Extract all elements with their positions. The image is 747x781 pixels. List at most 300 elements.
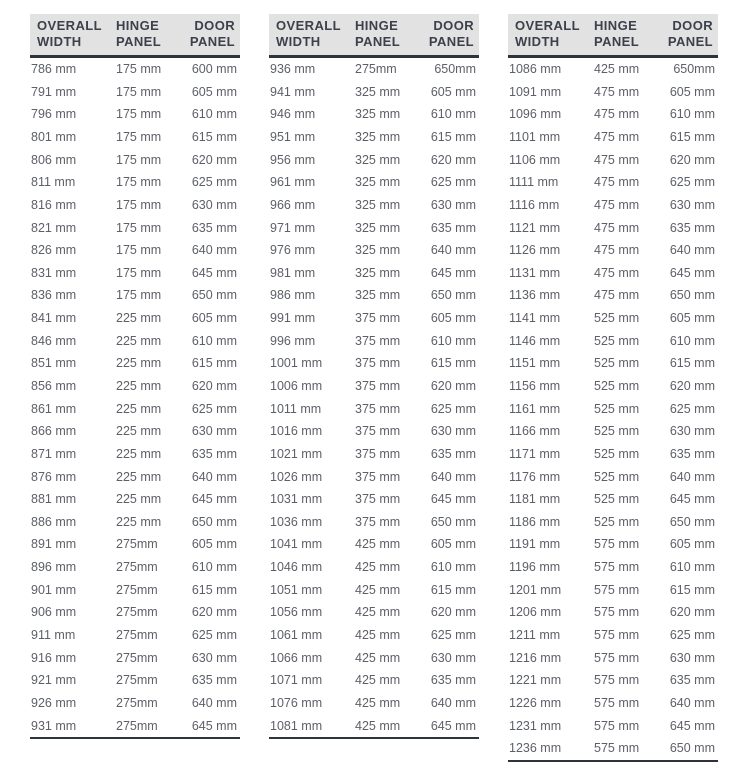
cell-door-panel: 650 mm [430, 514, 476, 529]
cell-overall-width: 796 mm [31, 107, 77, 122]
cell-door-panel: 615 mm [191, 129, 237, 144]
cell-door-panel: 640 mm [430, 243, 476, 258]
cell-hinge-panel: 475 mm [594, 107, 640, 122]
cell-hinge-panel: 325 mm [355, 175, 401, 190]
cell-door-panel: 650 mm [191, 514, 237, 529]
table-row [508, 669, 718, 692]
cell-overall-width: 921 mm [31, 673, 77, 688]
cell-hinge-panel: 225 mm [116, 311, 162, 326]
cell-door-panel: 620 mm [669, 152, 715, 167]
size-table-middle [269, 14, 479, 762]
cell-door-panel: 625 mm [430, 401, 476, 416]
cell-door-panel: 635 mm [669, 673, 715, 688]
table-row [269, 714, 479, 737]
cell-overall-width: 911 mm [31, 628, 76, 643]
column-header-overall-width: OVERALL WIDTH [515, 18, 580, 49]
cell-hinge-panel: 425 mm [355, 537, 401, 552]
cell-hinge-panel: 575 mm [594, 537, 640, 552]
cell-overall-width: 1211 mm [509, 628, 561, 643]
cell-hinge-panel: 475 mm [594, 84, 640, 99]
table-row [508, 352, 718, 375]
cell-door-panel: 650mm [434, 62, 476, 77]
cell-door-panel: 625 mm [191, 175, 237, 190]
cell-hinge-panel: 175 mm [116, 265, 162, 280]
table-row [269, 194, 479, 217]
cell-hinge-panel: 375 mm [355, 469, 401, 484]
cell-door-panel: 635 mm [430, 220, 476, 235]
table-row [269, 284, 479, 307]
table-row [508, 261, 718, 284]
cell-overall-width: 1146 mm [509, 333, 561, 348]
cell-overall-width: 1236 mm [509, 741, 562, 756]
cell-hinge-panel: 375 mm [355, 446, 401, 461]
cell-hinge-panel: 175 mm [116, 129, 162, 144]
cell-hinge-panel: 575 mm [594, 673, 640, 688]
table-row [30, 239, 240, 262]
column-header-hinge-panel: HINGE PANEL [116, 18, 162, 49]
cell-hinge-panel: 425 mm [355, 560, 401, 575]
cell-door-panel: 630 mm [669, 197, 715, 212]
cell-hinge-panel: 525 mm [594, 379, 640, 393]
cell-overall-width: 1131 mm [509, 265, 561, 280]
cell-hinge-panel: 475 mm [594, 197, 640, 212]
cell-overall-width: 1001 mm [270, 356, 323, 371]
table-row [30, 465, 240, 488]
cell-overall-width: 841 mm [31, 311, 77, 326]
table-body [508, 58, 718, 762]
table-row [508, 58, 718, 81]
column-header-door-panel: DOOR PANEL [667, 18, 713, 49]
cell-door-panel: 610 mm [669, 107, 715, 122]
cell-overall-width: 836 mm [31, 288, 77, 303]
cell-hinge-panel: 525 mm [594, 311, 640, 326]
table-row [269, 533, 479, 556]
cell-door-panel: 630 mm [669, 650, 715, 665]
cell-overall-width: 926 mm [31, 695, 77, 710]
cell-hinge-panel: 275mm [116, 695, 158, 710]
cell-overall-width: 806 mm [31, 152, 77, 167]
table-row [30, 578, 240, 601]
cell-hinge-panel: 375 mm [355, 492, 401, 507]
table-row [30, 261, 240, 284]
cell-door-panel: 650 mm [669, 514, 715, 529]
cell-door-panel: 640 mm [191, 469, 237, 484]
table-row [30, 488, 240, 511]
cell-overall-width: 1071 mm [270, 673, 323, 688]
cell-hinge-panel: 325 mm [355, 288, 401, 303]
cell-hinge-panel: 375 mm [355, 333, 401, 348]
cell-door-panel: 645 mm [430, 718, 476, 733]
cell-overall-width: 1081 mm [270, 718, 323, 733]
cell-hinge-panel: 225 mm [116, 401, 162, 416]
cell-hinge-panel: 575 mm [594, 560, 640, 575]
cell-hinge-panel: 275mm [116, 673, 158, 688]
cell-overall-width: 896 mm [31, 560, 77, 575]
table-row [508, 216, 718, 239]
cell-door-panel: 605 mm [669, 84, 715, 99]
table-row [30, 307, 240, 330]
cell-overall-width: 901 mm [31, 582, 77, 597]
cell-hinge-panel: 175 mm [116, 220, 162, 235]
cell-hinge-panel: 475 mm [594, 175, 640, 190]
cell-overall-width: 1106 mm [509, 152, 561, 167]
cell-hinge-panel: 575 mm [594, 605, 640, 620]
table-body [30, 58, 240, 739]
table-row [269, 171, 479, 194]
cell-door-panel: 645 mm [430, 265, 476, 280]
cell-door-panel: 650 mm [669, 741, 715, 756]
cell-door-panel: 650 mm [669, 288, 715, 303]
cell-overall-width: 1196 mm [509, 560, 561, 575]
cell-hinge-panel: 175 mm [116, 62, 162, 77]
cell-overall-width: 891 mm [31, 537, 77, 552]
table-row [269, 556, 479, 579]
cell-door-panel: 605 mm [191, 537, 237, 552]
cell-hinge-panel: 425 mm [355, 650, 401, 665]
table-row [30, 58, 240, 81]
cell-overall-width: 981 mm [270, 265, 316, 280]
column-header-hinge-panel: HINGE PANEL [355, 18, 401, 49]
cell-overall-width: 1026 mm [270, 469, 323, 484]
table-row [30, 420, 240, 443]
cell-overall-width: 856 mm [31, 379, 77, 393]
cell-overall-width: 826 mm [31, 243, 77, 258]
table-row [508, 420, 718, 443]
cell-door-panel: 630 mm [430, 650, 476, 665]
table-row [269, 261, 479, 284]
cell-door-panel: 650mm [673, 62, 715, 77]
cell-hinge-panel: 425 mm [355, 582, 401, 597]
table-row [508, 737, 718, 760]
table-row [30, 126, 240, 149]
table-header [508, 14, 718, 58]
cell-overall-width: 951 mm [270, 129, 316, 144]
table-row [30, 148, 240, 171]
cell-hinge-panel: 525 mm [594, 401, 640, 416]
cell-hinge-panel: 425 mm [355, 628, 401, 643]
table-row [30, 103, 240, 126]
cell-door-panel: 625 mm [430, 628, 476, 643]
cell-overall-width: 791 mm [31, 84, 77, 99]
cell-overall-width: 1076 mm [270, 695, 323, 710]
cell-door-panel: 635 mm [191, 220, 237, 235]
table-row [508, 578, 718, 601]
cell-hinge-panel: 275mm [116, 628, 158, 643]
cell-overall-width: 961 mm [270, 175, 316, 190]
table-header [30, 14, 240, 58]
cell-door-panel: 630 mm [191, 424, 237, 439]
cell-overall-width: 886 mm [31, 514, 77, 529]
cell-overall-width: 821 mm [31, 220, 77, 235]
cell-overall-width: 1216 mm [509, 650, 562, 665]
table-row [508, 194, 718, 217]
cell-hinge-panel: 225 mm [116, 333, 162, 348]
cell-door-panel: 615 mm [669, 582, 715, 597]
cell-hinge-panel: 225 mm [116, 379, 162, 393]
cell-overall-width: 1086 mm [509, 62, 562, 77]
table-row [508, 443, 718, 466]
cell-hinge-panel: 425 mm [355, 605, 401, 620]
cell-door-panel: 605 mm [191, 311, 237, 326]
cell-overall-width: 946 mm [270, 107, 316, 122]
cell-door-panel: 625 mm [191, 628, 237, 643]
cell-hinge-panel: 275mm [355, 62, 397, 77]
table-row [30, 80, 240, 103]
cell-hinge-panel: 475 mm [594, 265, 640, 280]
table-row [269, 126, 479, 149]
cell-door-panel: 615 mm [430, 356, 476, 371]
cell-hinge-panel: 175 mm [116, 84, 162, 99]
cell-hinge-panel: 275mm [116, 582, 158, 597]
cell-hinge-panel: 525 mm [594, 446, 640, 461]
table-row [30, 397, 240, 420]
table-row [269, 488, 479, 511]
column-header-door-panel: DOOR PANEL [428, 18, 474, 49]
cell-overall-width: 1091 mm [509, 84, 562, 99]
table-row [508, 692, 718, 715]
cell-hinge-panel: 225 mm [116, 356, 162, 371]
cell-hinge-panel: 275mm [116, 718, 158, 733]
table-row [508, 646, 718, 669]
cell-door-panel: 635 mm [430, 673, 476, 688]
cell-door-panel: 625 mm [669, 628, 715, 643]
cell-overall-width: 966 mm [270, 197, 316, 212]
cell-overall-width: 971 mm [270, 220, 316, 235]
cell-door-panel: 645 mm [191, 718, 237, 733]
cell-overall-width: 846 mm [31, 333, 77, 348]
cell-door-panel: 625 mm [430, 175, 476, 190]
cell-overall-width: 1191 mm [509, 537, 561, 552]
cell-hinge-panel: 575 mm [594, 582, 640, 597]
cell-hinge-panel: 525 mm [594, 492, 640, 507]
table-row [508, 126, 718, 149]
cell-hinge-panel: 325 mm [355, 107, 401, 122]
table-row [269, 103, 479, 126]
cell-door-panel: 620 mm [669, 605, 715, 620]
table-row [508, 171, 718, 194]
table-row [269, 669, 479, 692]
cell-door-panel: 605 mm [191, 84, 237, 99]
cell-overall-width: 1121 mm [509, 220, 561, 235]
cell-door-panel: 640 mm [191, 695, 237, 710]
cell-door-panel: 645 mm [191, 492, 237, 507]
cell-overall-width: 1046 mm [270, 560, 323, 575]
cell-hinge-panel: 225 mm [116, 424, 162, 439]
cell-door-panel: 615 mm [191, 356, 237, 371]
cell-door-panel: 610 mm [191, 560, 237, 575]
cell-door-panel: 640 mm [430, 695, 476, 710]
cell-overall-width: 871 mm [31, 446, 77, 461]
cell-door-panel: 620 mm [191, 379, 237, 393]
table-row [30, 601, 240, 624]
cell-hinge-panel: 325 mm [355, 220, 401, 235]
cell-overall-width: 1066 mm [270, 650, 323, 665]
cell-overall-width: 936 mm [270, 62, 316, 77]
cell-overall-width: 941 mm [270, 84, 316, 99]
cell-door-panel: 615 mm [430, 582, 476, 597]
cell-door-panel: 615 mm [669, 356, 715, 371]
cell-hinge-panel: 425 mm [355, 673, 401, 688]
cell-hinge-panel: 525 mm [594, 424, 640, 439]
cell-hinge-panel: 425 mm [594, 62, 640, 77]
cell-hinge-panel: 575 mm [594, 741, 640, 756]
cell-door-panel: 645 mm [669, 265, 715, 280]
size-table-left [30, 14, 240, 762]
cell-overall-width: 1136 mm [509, 288, 561, 303]
cell-hinge-panel: 325 mm [355, 129, 401, 144]
cell-door-panel: 620 mm [191, 605, 237, 620]
cell-door-panel: 610 mm [669, 333, 715, 348]
table-row [269, 80, 479, 103]
cell-hinge-panel: 175 mm [116, 288, 162, 303]
cell-door-panel: 610 mm [430, 560, 476, 575]
cell-overall-width: 906 mm [31, 605, 77, 620]
cell-hinge-panel: 175 mm [116, 107, 162, 122]
cell-hinge-panel: 275mm [116, 560, 158, 575]
cell-hinge-panel: 475 mm [594, 288, 640, 303]
cell-hinge-panel: 525 mm [594, 514, 640, 529]
cell-door-panel: 620 mm [191, 152, 237, 167]
cell-hinge-panel: 475 mm [594, 220, 640, 235]
cell-overall-width: 956 mm [270, 152, 316, 167]
cell-overall-width: 1006 mm [270, 379, 323, 393]
table-row [30, 692, 240, 715]
cell-overall-width: 1061 mm [270, 628, 323, 643]
cell-overall-width: 1166 mm [509, 424, 561, 439]
column-header-door-panel: DOOR PANEL [189, 18, 235, 49]
cell-hinge-panel: 275mm [116, 650, 158, 665]
cell-door-panel: 635 mm [191, 446, 237, 461]
cell-overall-width: 916 mm [31, 650, 77, 665]
cell-hinge-panel: 475 mm [594, 152, 640, 167]
table-body [269, 58, 479, 739]
cell-door-panel: 620 mm [430, 379, 476, 393]
table-row [30, 714, 240, 737]
table-row [269, 624, 479, 647]
table-row [508, 624, 718, 647]
cell-door-panel: 640 mm [669, 469, 715, 484]
cell-door-panel: 635 mm [669, 446, 715, 461]
cell-overall-width: 811 mm [31, 175, 76, 190]
cell-door-panel: 635 mm [191, 673, 237, 688]
cell-door-panel: 620 mm [430, 605, 476, 620]
table-row [30, 511, 240, 534]
table-row [30, 352, 240, 375]
table-row [269, 578, 479, 601]
cell-door-panel: 625 mm [669, 401, 715, 416]
cell-hinge-panel: 575 mm [594, 628, 640, 643]
cell-door-panel: 630 mm [430, 197, 476, 212]
cell-hinge-panel: 325 mm [355, 84, 401, 99]
cell-door-panel: 650 mm [191, 288, 237, 303]
cell-hinge-panel: 375 mm [355, 379, 401, 393]
cell-overall-width: 816 mm [31, 197, 77, 212]
cell-hinge-panel: 575 mm [594, 695, 640, 710]
table-row [508, 465, 718, 488]
cell-overall-width: 876 mm [31, 469, 77, 484]
cell-overall-width: 1051 mm [270, 582, 323, 597]
cell-overall-width: 1186 mm [509, 514, 561, 529]
cell-overall-width: 1201 mm [509, 582, 562, 597]
cell-hinge-panel: 275mm [116, 605, 158, 620]
table-row [269, 352, 479, 375]
cell-overall-width: 1016 mm [270, 424, 323, 439]
cell-door-panel: 645 mm [669, 718, 715, 733]
cell-hinge-panel: 175 mm [116, 197, 162, 212]
table-row [30, 171, 240, 194]
cell-door-panel: 605 mm [669, 311, 715, 326]
table-row [269, 375, 479, 398]
cell-hinge-panel: 375 mm [355, 424, 401, 439]
table-row [269, 307, 479, 330]
table-row [508, 488, 718, 511]
table-row [508, 375, 718, 398]
cell-overall-width: 976 mm [270, 243, 316, 258]
table-row [269, 692, 479, 715]
cell-door-panel: 630 mm [191, 650, 237, 665]
cell-overall-width: 1031 mm [270, 492, 323, 507]
cell-hinge-panel: 525 mm [594, 469, 640, 484]
cell-overall-width: 1151 mm [509, 356, 561, 371]
table-row [508, 397, 718, 420]
cell-hinge-panel: 275mm [116, 537, 158, 552]
table-row [508, 601, 718, 624]
cell-door-panel: 630 mm [191, 197, 237, 212]
cell-door-panel: 645 mm [430, 492, 476, 507]
table-row [269, 239, 479, 262]
cell-overall-width: 1011 mm [270, 401, 322, 416]
cell-hinge-panel: 225 mm [116, 446, 162, 461]
cell-hinge-panel: 325 mm [355, 265, 401, 280]
cell-overall-width: 1111 mm [509, 175, 559, 190]
cell-overall-width: 1126 mm [509, 243, 561, 258]
size-table-right [508, 14, 718, 762]
cell-hinge-panel: 525 mm [594, 333, 640, 348]
cell-overall-width: 1141 mm [509, 311, 561, 326]
cell-door-panel: 620 mm [669, 379, 715, 393]
cell-door-panel: 615 mm [669, 129, 715, 144]
table-row [508, 80, 718, 103]
table-row [269, 216, 479, 239]
cell-hinge-panel: 575 mm [594, 650, 640, 665]
cell-door-panel: 605 mm [430, 84, 476, 99]
cell-overall-width: 1171 mm [509, 446, 561, 461]
cell-overall-width: 1176 mm [509, 469, 561, 484]
cell-door-panel: 645 mm [669, 492, 715, 507]
table-row [269, 646, 479, 669]
cell-hinge-panel: 425 mm [355, 695, 401, 710]
table-row [508, 307, 718, 330]
table-row [269, 148, 479, 171]
table-row [269, 329, 479, 352]
cell-hinge-panel: 425 mm [355, 718, 401, 733]
column-header-hinge-panel: HINGE PANEL [594, 18, 640, 49]
table-row [508, 329, 718, 352]
table-row [508, 284, 718, 307]
cell-hinge-panel: 325 mm [355, 243, 401, 258]
table-row [508, 148, 718, 171]
cell-overall-width: 801 mm [31, 129, 77, 144]
cell-hinge-panel: 575 mm [594, 718, 640, 733]
cell-door-panel: 610 mm [191, 333, 237, 348]
cell-hinge-panel: 325 mm [355, 152, 401, 167]
table-row [269, 420, 479, 443]
cell-overall-width: 866 mm [31, 424, 77, 439]
cell-door-panel: 600 mm [191, 62, 237, 77]
table-row [30, 194, 240, 217]
cell-hinge-panel: 225 mm [116, 469, 162, 484]
cell-door-panel: 640 mm [191, 243, 237, 258]
